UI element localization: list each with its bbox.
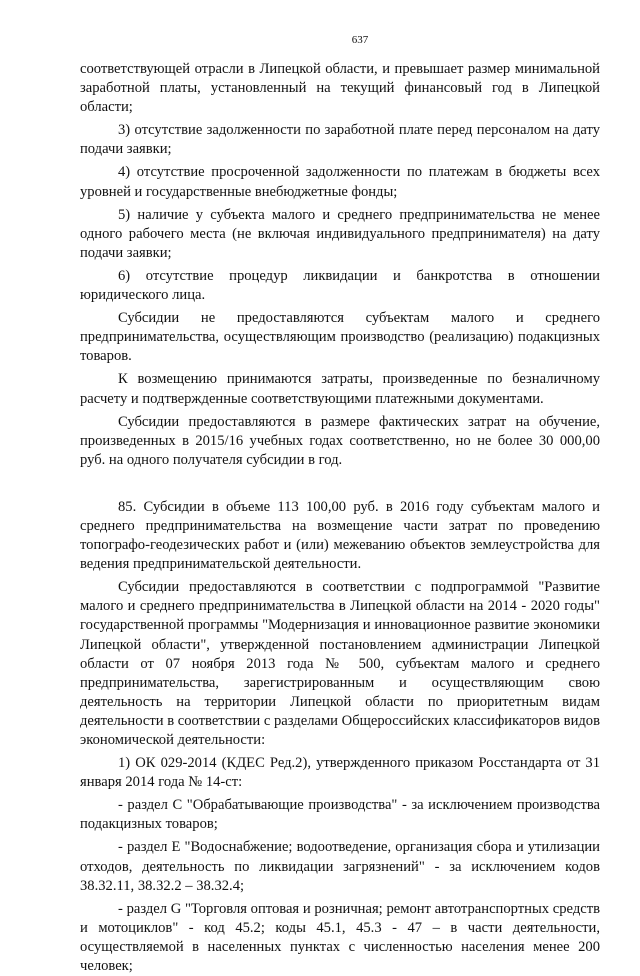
list-item-section-c: - раздел С "Обрабатывающие производства" - за исключением производства подакцизных товаров; — [80, 797, 600, 833]
page-number: 637 — [351, 34, 369, 46]
paragraph-criteria-wage: соответствующей отрасли в Липецкой области, и превышает размер минимальной заработной платы, установленный на текущий финансовый год в Липецкой области; — [80, 61, 600, 116]
paragraph-classifier-1: 1) ОК 029-2014 (КДЕС Ред.2), утвержденного приказом Росстандарта от 31 января 2014 года № 14-ст: — [80, 755, 600, 791]
list-item-section-e: - раздел Е "Водоснабжение; водоотведение, организация сбора и утилизации отходов, деятельность по ликвидации загрязнений" - за исключением кодов 38.32.11, 38.32.2 – 38.32.4; — [80, 839, 600, 894]
paragraph-criteria-6: 6) отсутствие процедур ликвидации и банкротства в отношении юридического лица. — [80, 267, 600, 304]
paragraph-criteria-3: 3) отсутствие задолженности по заработной плате перед персоналом на дату подачи заявки; — [80, 122, 600, 158]
section-gap — [80, 474, 600, 498]
paragraph-criteria-4: 4) отсутствие просроченной задолженности по платежам в бюджеты всех уровней и государственные внебюджетные фонды; — [80, 164, 600, 200]
list-item-section-g: - раздел G "Торговля оптовая и розничная; ремонт автотранспортных средств и мотоциклов" - код 45.2; коды 45.1, 45.3 - 47 – в части деятельности, осуществляемой в населенных пунктах с численностью населения менее 200 человек; — [80, 900, 600, 975]
paragraph-excise-exclusion: Субсидии не предоставляются субъектам малого и среднего предпринимательства, осуществляющим производство (реализацию) подакцизных товаров. — [80, 310, 600, 365]
paragraph-criteria-5: 5) наличие у субъекта малого и среднего предпринимательства не менее одного рабочего места (не включая индивидуального предпринимателя) на дату подачи заявки; — [80, 206, 600, 261]
paragraph-subprogram: Субсидии предоставляются в соответствии с подпрограммой "Развитие малого и среднего предпринимательства в Липецкой области на 2014 - 2020 годы" государственной программы "Модернизация и инновационное развитие экономики Липецкой области", утвержденной постановлением администрации Липецкой области от 07 ноября 2013 года № 500, субъектам малого и среднего предпринимательства, зарегистрированным и осуществляющим свою деятельность на территории Липецкой области по приоритетным видам деятельности в соответствии с разделами Общероссийских классификаторов видов экономической деятельности: — [80, 579, 600, 748]
paragraph-subsidy-amount: Субсидии предоставляются в размере фактических затрат на обучение, произведенных в 2015/16 учебных годах соответственно, но не более 30 000,00 руб. на одного получателя субсидии в год. — [80, 413, 600, 468]
paragraph-item-85: 85. Субсидии в объеме 113 100,00 руб. в 2016 году субъектам малого и среднего предпринимательства на возмещение части затрат по проведению топографо-геодезических работ и (или) межеванию объектов землеустройства для ведения предпринимательской деятельности. — [80, 498, 600, 573]
paragraph-reimbursement: К возмещению принимаются затраты, произведенные по безналичному расчету и подтвержденные соответствующими платежными документами. — [80, 371, 600, 407]
